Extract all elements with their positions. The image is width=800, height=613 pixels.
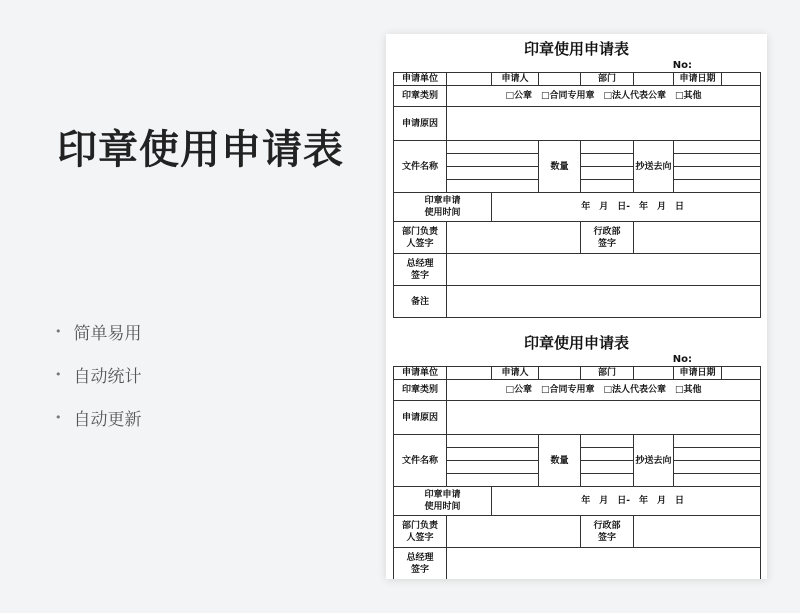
quantity-field[interactable] — [581, 180, 634, 193]
remark-label: 备注 — [394, 286, 447, 318]
send-to-label: 抄送去向 — [634, 141, 674, 193]
applicant-field[interactable] — [539, 367, 581, 380]
use-time-label-line: 印章申请 — [424, 490, 461, 500]
feature-label: 自动统计 — [73, 367, 142, 387]
quantity-label: 数量 — [539, 435, 581, 487]
department-label: 部门 — [581, 73, 634, 86]
admin-signature-field[interactable] — [634, 222, 761, 254]
quantity-field[interactable] — [581, 167, 634, 180]
gm-label-line: 签字 — [410, 564, 429, 575]
seal-type-label: 印章类别 — [394, 380, 447, 401]
form-table — [393, 366, 761, 579]
admin-label-line: 签字 — [597, 238, 616, 249]
feature-item — [55, 396, 142, 439]
apply-date-field[interactable] — [722, 367, 761, 380]
use-time-field[interactable]: 年 月 日- 年 月 日 — [492, 487, 761, 516]
admin-label — [581, 516, 634, 548]
reason-field[interactable] — [447, 401, 761, 435]
seal-form-1 — [393, 34, 760, 318]
applicant-unit-field[interactable] — [447, 367, 492, 380]
feature-item — [55, 310, 142, 353]
department-field[interactable] — [634, 367, 674, 380]
reason-field[interactable] — [447, 107, 761, 141]
bullet-icon: • — [55, 368, 62, 381]
apply-date-label: 申请日期 — [674, 73, 722, 86]
department-field[interactable] — [634, 73, 674, 86]
quantity-label: 数量 — [539, 141, 581, 193]
seal-type-options[interactable]: □公章 □合同专用章 □法人代表公章 □其他 — [447, 86, 761, 107]
file-name-field[interactable] — [447, 154, 539, 167]
quantity-field[interactable] — [581, 154, 634, 167]
feature-list — [55, 310, 142, 439]
applicant-label: 申请人 — [492, 73, 539, 86]
file-name-field[interactable] — [447, 167, 539, 180]
send-to-field[interactable] — [674, 180, 761, 193]
gm-label-line: 总经理 — [406, 552, 434, 563]
seal-type-label: 印章类别 — [394, 86, 447, 107]
dept-head-label-line: 人签字 — [406, 238, 434, 249]
use-time-label-line: 使用时间 — [424, 502, 461, 512]
file-name-field[interactable] — [447, 435, 539, 448]
feature-item — [55, 353, 142, 396]
send-to-field[interactable] — [674, 448, 761, 461]
admin-label — [581, 222, 634, 254]
send-to-field[interactable] — [674, 141, 761, 154]
dept-head-label-line: 部门负责 — [401, 520, 438, 531]
file-name-label: 文件名称 — [394, 141, 447, 193]
admin-label-line: 行政部 — [593, 520, 621, 531]
form-number: No: — [672, 60, 692, 71]
form-title: 印章使用申请表 — [523, 334, 629, 352]
feature-label: 简单易用 — [73, 324, 142, 344]
send-to-field[interactable] — [674, 474, 761, 487]
dept-head-signature-field[interactable] — [447, 516, 581, 548]
send-to-field[interactable] — [674, 435, 761, 448]
send-to-field[interactable] — [674, 461, 761, 474]
file-name-label: 文件名称 — [394, 435, 447, 487]
dept-head-label-line: 部门负责 — [401, 226, 438, 237]
reason-label: 申请原因 — [394, 401, 447, 435]
form-title: 印章使用申请表 — [523, 40, 629, 58]
form-number: No: — [672, 354, 692, 365]
form-table — [393, 72, 761, 318]
admin-signature-field[interactable] — [634, 516, 761, 548]
admin-label-line: 签字 — [597, 532, 616, 543]
quantity-field[interactable] — [581, 474, 634, 487]
gm-signature-field[interactable] — [447, 548, 761, 580]
use-time-label — [394, 193, 492, 222]
dept-head-label — [394, 516, 447, 548]
send-to-field[interactable] — [674, 154, 761, 167]
applicant-label: 申请人 — [492, 367, 539, 380]
quantity-field[interactable] — [581, 461, 634, 474]
send-to-label: 抄送去向 — [634, 435, 674, 487]
quantity-field[interactable] — [581, 448, 634, 461]
gm-label — [394, 254, 447, 286]
use-time-label-line: 使用时间 — [424, 208, 461, 218]
apply-date-field[interactable] — [722, 73, 761, 86]
gm-label-line: 总经理 — [406, 258, 434, 269]
use-time-field[interactable]: 年 月 日- 年 月 日 — [492, 193, 761, 222]
bullet-icon: • — [55, 325, 62, 338]
remark-field[interactable] — [447, 286, 761, 318]
reason-label: 申请原因 — [394, 107, 447, 141]
file-name-field[interactable] — [447, 474, 539, 487]
bullet-icon: • — [55, 411, 62, 424]
dept-head-label-line: 人签字 — [406, 532, 434, 543]
file-name-field[interactable] — [447, 461, 539, 474]
use-time-label-line: 印章申请 — [424, 196, 461, 206]
quantity-field[interactable] — [581, 141, 634, 154]
form-preview-sheet — [386, 34, 767, 579]
applicant-unit-label: 申请单位 — [394, 73, 447, 86]
applicant-unit-label: 申请单位 — [394, 367, 447, 380]
applicant-unit-field[interactable] — [447, 73, 492, 86]
applicant-field[interactable] — [539, 73, 581, 86]
department-label: 部门 — [581, 367, 634, 380]
gm-label-line: 签字 — [410, 270, 429, 281]
dept-head-label — [394, 222, 447, 254]
file-name-field[interactable] — [447, 448, 539, 461]
quantity-field[interactable] — [581, 435, 634, 448]
file-name-field[interactable] — [447, 180, 539, 193]
seal-form-2 — [393, 328, 760, 579]
seal-type-options[interactable]: □公章 □合同专用章 □法人代表公章 □其他 — [447, 380, 761, 401]
admin-label-line: 行政部 — [593, 226, 621, 237]
send-to-field[interactable] — [674, 167, 761, 180]
gm-label — [394, 548, 447, 580]
feature-label: 自动更新 — [73, 410, 142, 430]
apply-date-label: 申请日期 — [674, 367, 722, 380]
dept-head-signature-field[interactable] — [447, 222, 581, 254]
page-title: 印章使用申请表 — [57, 127, 344, 173]
gm-signature-field[interactable] — [447, 254, 761, 286]
file-name-field[interactable] — [447, 141, 539, 154]
use-time-label — [394, 487, 492, 516]
